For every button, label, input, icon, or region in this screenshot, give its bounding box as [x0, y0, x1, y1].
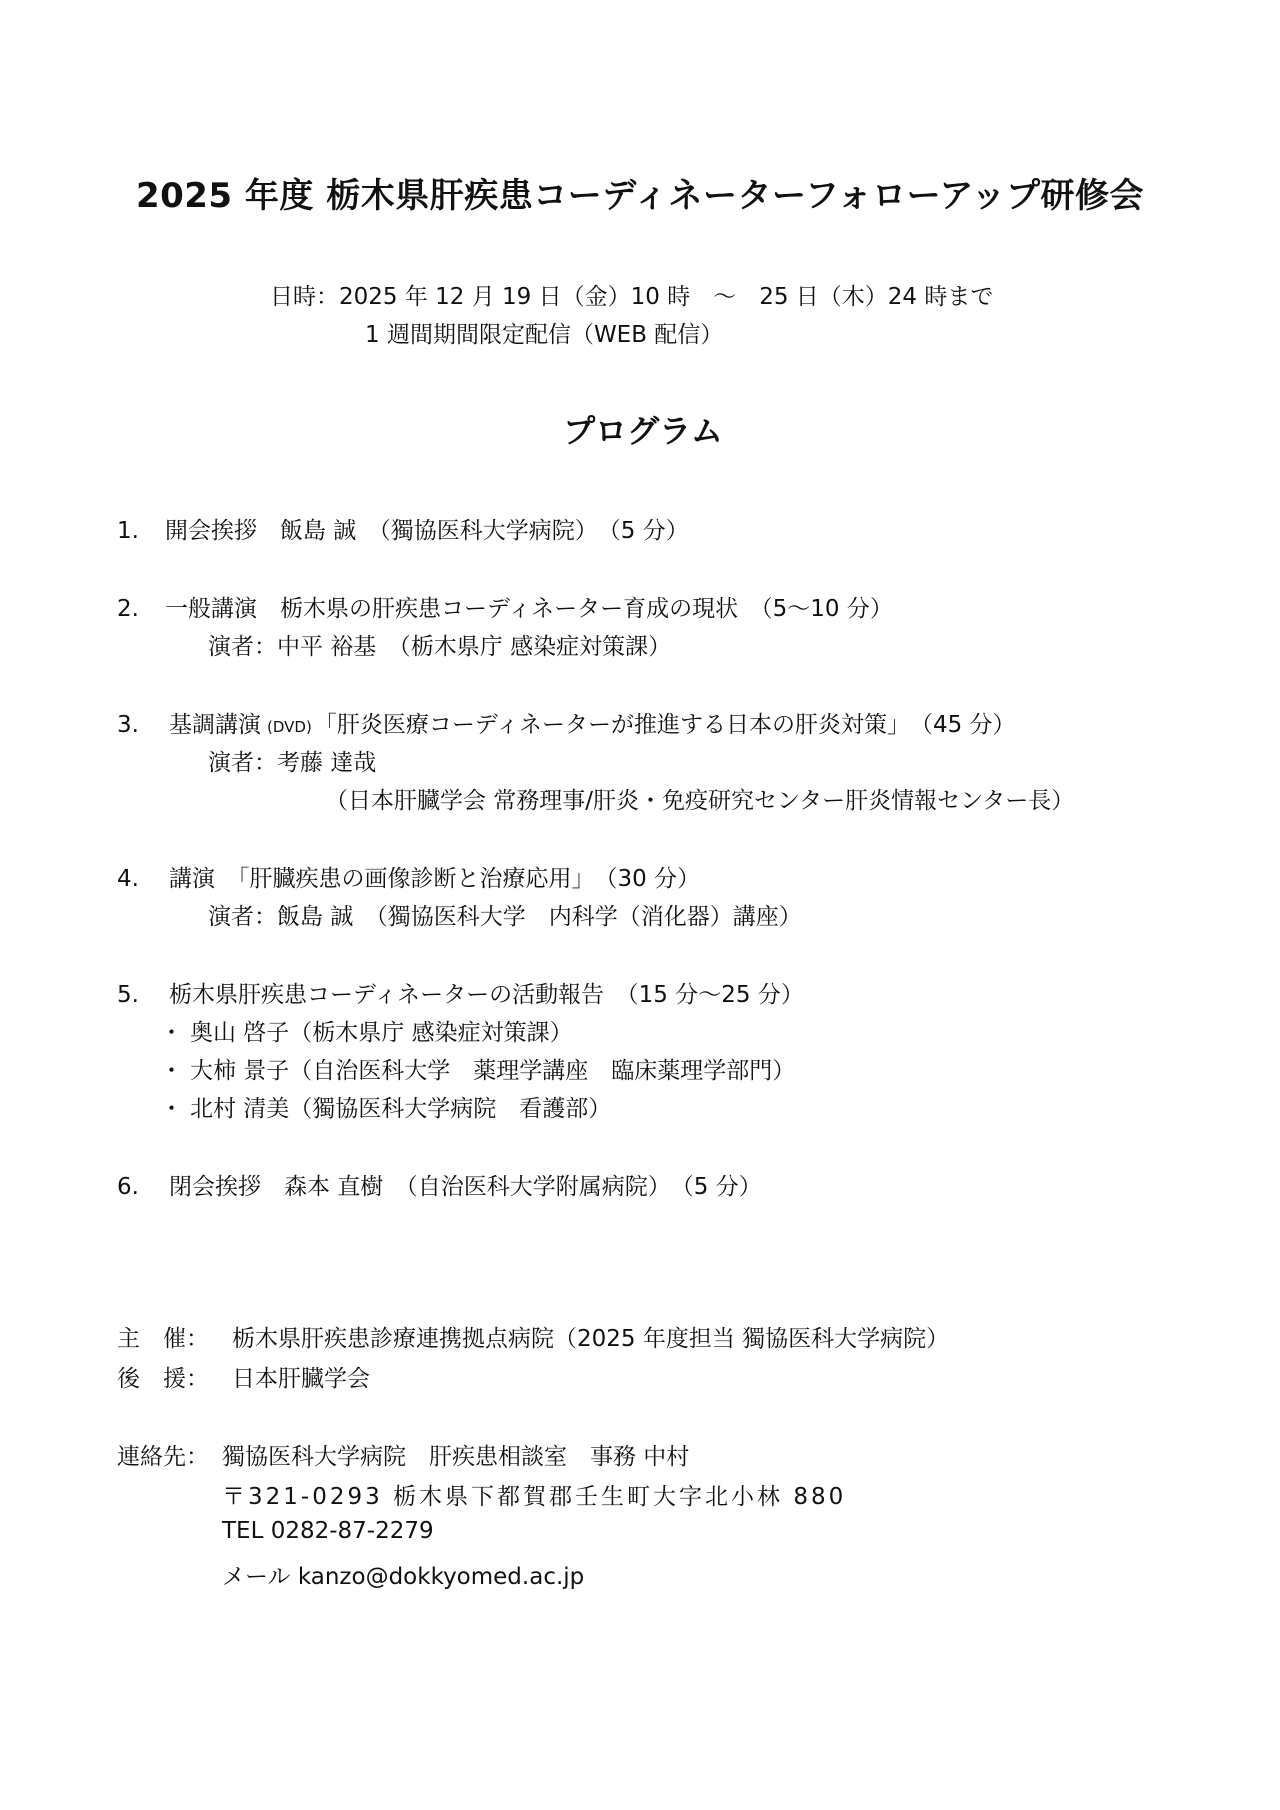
item-text: 一般講演 栃木県の肝疾患コーディネーター育成の現状 （5～10 分） [165, 596, 893, 622]
contact-line [117, 1438, 689, 1471]
item-number: 3. [117, 712, 139, 738]
item-number: 6. [117, 1174, 139, 1200]
item-text: 閉会挨拶 森本 直樹 （自治医科大学附属病院） （5 分） [169, 1174, 762, 1200]
bullet: ・ [160, 1058, 183, 1084]
reporter-text: 奥山 啓子（栃木県庁 感染症対策課） [190, 1020, 573, 1046]
program-heading: プログラム [563, 412, 723, 450]
item-prefix: 基調講演 [169, 712, 261, 738]
supporter-label: 後 援： [117, 1366, 209, 1392]
reporter-text: 大柿 景子（自治医科大学 薬理学講座 臨床薬理学部門） [190, 1058, 796, 1084]
contact-address: 〒321-0293 栃木県下都賀郡壬生町大字北小林 880 [222, 1484, 847, 1510]
bullet: ・ [160, 1020, 183, 1046]
program-item-6 [117, 1168, 762, 1201]
program-item-1 [117, 512, 689, 545]
page-title: 2025 年度 栃木県肝疾患コーディネーターフォローアップ研修会 [135, 176, 1145, 216]
supporter-line [117, 1360, 370, 1393]
organizer-label: 主 催： [117, 1326, 209, 1352]
reporter-item [160, 1090, 611, 1123]
reporter-text: 北村 清美（獨協医科大学病院 看護部） [190, 1096, 612, 1122]
item-4-speaker: 演者：飯島 誠 （獨協医科大学 内科学（消化器）講座） [208, 904, 802, 930]
item-text: 「肝炎医療コーディネーターが推進する日本の肝炎対策」 （45 分） [313, 712, 1016, 738]
item-text: 栃木県肝疾患コーディネーターの活動報告 （15 分～25 分） [169, 982, 804, 1008]
item-3-affiliation: （日本肝臓学会 常務理事/肝炎・免疫研究センター肝炎情報センター長） [325, 788, 1075, 814]
reporter-item [160, 1014, 573, 1047]
organizer-line [117, 1320, 949, 1353]
program-item-2 [117, 590, 893, 623]
contact-name: 獨協医科大学病院 肝疾患相談室 事務 中村 [222, 1444, 690, 1470]
item-text: 講演 「肝臓疾患の画像診断と治療応用」 （30 分） [169, 866, 701, 892]
organizer-value: 栃木県肝疾患診療連携拠点病院（2025 年度担当 獨協医科大学病院） [232, 1326, 950, 1352]
datetime-line: 日時：2025 年 12 月 19 日（金）10 時 ～ 25 日（木）24 時まで [270, 284, 994, 310]
contact-label: 連絡先： [117, 1444, 209, 1470]
program-item-5 [117, 976, 804, 1009]
item-number: 5. [117, 982, 139, 1008]
item-text: 開会挨拶 飯島 誠 （獨協医科大学病院） （5 分） [165, 518, 689, 544]
supporter-value: 日本肝臓学会 [232, 1366, 370, 1392]
item-3-speaker: 演者：考藤 達哉 [208, 750, 377, 776]
reporter-item [160, 1052, 795, 1085]
item-2-speaker: 演者：中平 裕基 （栃木県庁 感染症対策課） [208, 634, 672, 660]
item-number: 4. [117, 866, 139, 892]
contact-mail: メール kanzo@dokkyomed.ac.jp [222, 1564, 585, 1590]
item-number: 2. [117, 596, 139, 622]
program-item-3 [117, 706, 1016, 739]
contact-tel: TEL 0282-87-2279 [222, 1518, 434, 1544]
bullet: ・ [160, 1096, 183, 1122]
item-number: 1. [117, 518, 139, 544]
program-item-4 [117, 860, 700, 893]
delivery-format-line: 1 週間期間限定配信（WEB 配信） [365, 322, 724, 348]
dvd-tag: (DVD) [267, 718, 312, 736]
